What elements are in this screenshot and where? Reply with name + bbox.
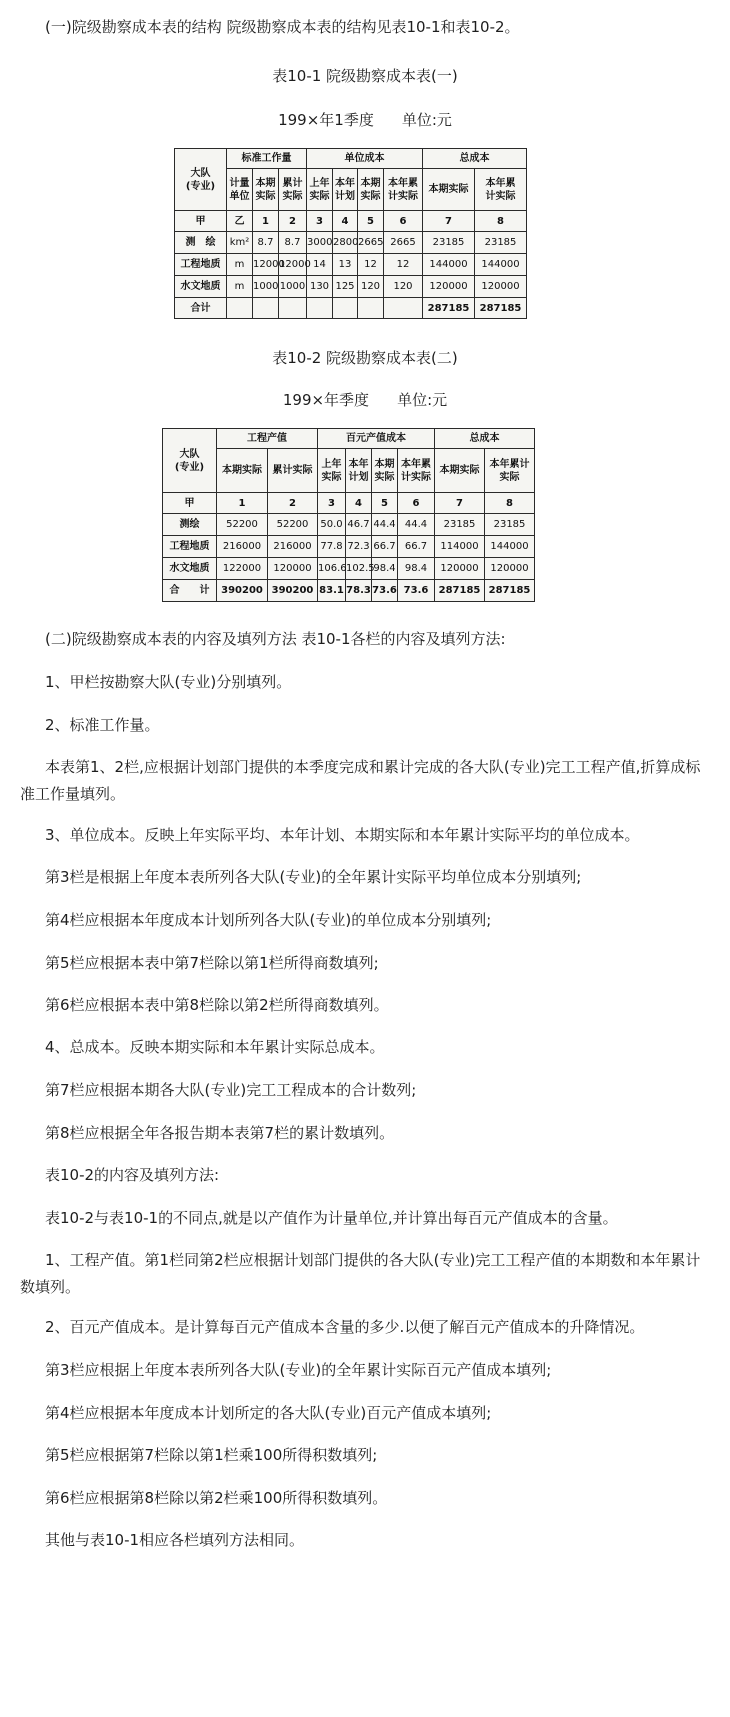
table-cell: 120000 [268,558,318,580]
table-cell: 122000 [217,558,268,580]
table-cell: 287185 [435,580,485,602]
table-cell: 12 [384,254,423,276]
table-cell: 1000 [253,276,279,298]
table2-subheader: 本年 计划 [346,449,372,493]
table2-total-row [163,580,535,602]
table-cell: 52200 [268,514,318,536]
paragraph: 2、百元产值成本。是计算每百元产值成本含量的多少.以便了解百元产值成本的升降情况。 [45,1318,645,1336]
table-cell: 50.0 [318,514,346,536]
table-cell: 44.4 [398,514,435,536]
table2-period: 199×年季度 [282,391,370,409]
table-cell: 5 [358,211,384,232]
table-cell: 1000 [279,276,307,298]
table-cell: 390200 [217,580,268,602]
table-cell: 2 [279,211,307,232]
table-cell: 72.3 [346,536,372,558]
table1-subheader: 本期实际 [423,169,475,211]
table-cell: 合 计 [163,580,217,602]
paragraph: 第4栏应根据本年度成本计划所列各大队(专业)的单位成本分别填列; [45,911,492,929]
table-cell: m [227,254,253,276]
table-cell: 98.4 [398,558,435,580]
table-cell: 2665 [384,232,423,254]
table-cell: 287185 [475,298,527,319]
table-cell: 7 [423,211,475,232]
table-row [175,276,527,298]
table-row [163,536,535,558]
table1-total-row [175,298,527,319]
table-cell: m [227,276,253,298]
table-cell: 测 绘 [175,232,227,254]
table-cell: 6 [384,211,423,232]
cost-table-1 [174,148,527,319]
table-cell: 8 [485,493,535,514]
table1-subheader: 上年 实际 [307,169,333,211]
table-cell: 3000 [307,232,333,254]
paragraph: 1、工程产值。第1栏同第2栏应根据计划部门提供的各大队(专业)完工工程产值的本期数和本年累计数填列。 [20,1251,701,1296]
table1-header-unit-cost: 单位成本 [307,149,423,169]
cost-table-2 [162,428,535,602]
table-cell: 130 [307,276,333,298]
table-row [163,514,535,536]
table-cell [333,298,358,319]
paragraph: 表10-2的内容及填列方法: [45,1166,220,1184]
table2-subheader: 本期实际 [435,449,485,493]
table-cell: 水文地质 [175,276,227,298]
paragraph: 1、甲栏按勘察大队(专业)分别填列。 [45,673,292,691]
paragraph: 3、单位成本。反映上年实际平均、本年计划、本期实际和本年累计实际平均的单位成本。 [45,826,640,844]
paragraph: 第3栏是根据上年度本表所列各大队(专业)的全年累计实际平均单位成本分别填列; [45,868,582,886]
table-cell: 120 [384,276,423,298]
table2-subheader: 累计实际 [268,449,318,493]
paragraph: 其他与表10-1相应各栏填列方法相同。 [45,1531,305,1549]
table2-header-total-cost: 总成本 [435,429,535,449]
table-cell [279,298,307,319]
table1-subheader: 本年累 计实际 [384,169,423,211]
table-cell: 乙 [227,211,253,232]
table-cell: 2665 [358,232,384,254]
table-cell: 73.6 [372,580,398,602]
table-cell: 23185 [435,514,485,536]
table-cell: 73.6 [398,580,435,602]
table-cell: 14 [307,254,333,276]
table1-subheader: 本年 计划 [333,169,358,211]
paragraph: 第6栏应根据本表中第8栏除以第2栏所得商数填列。 [45,996,389,1014]
table2-unit: 单位:元 [397,391,448,409]
table-cell: 287185 [423,298,475,319]
table2-subheader: 本年累计 实际 [485,449,535,493]
section-heading: (二)院级勘察成本表的内容及填列方法 表10-1各栏的内容及填列方法: [45,630,506,648]
table1-unit: 单位:元 [401,111,452,129]
paragraph: 第4栏应根据本年度成本计划所定的各大队(专业)百元产值成本填列; [45,1404,492,1422]
table-cell: 工程地质 [163,536,217,558]
table1-title: 表10-1 院级勘察成本表(一) [272,67,458,85]
table-cell: 52200 [217,514,268,536]
paragraph: 第5栏应根据第7栏除以第1栏乘100所得积数填列; [45,1446,378,1464]
table-row [163,558,535,580]
table1-subheader: 累计 实际 [279,169,307,211]
table-cell: 120000 [423,276,475,298]
table-cell: 125 [333,276,358,298]
table2-title: 表10-2 院级勘察成本表(二) [272,349,458,367]
table2-subheader: 本年累 计实际 [398,449,435,493]
table-cell: 390200 [268,580,318,602]
table1-subheader: 本期 实际 [253,169,279,211]
table-cell: 23185 [423,232,475,254]
paragraph: 第6栏应根据第8栏除以第2栏乘100所得积数填列。 [45,1489,388,1507]
paragraph: 第7栏应根据本期各大队(专业)完工工程成本的合计数列; [45,1081,417,1099]
table-cell: 106.6 [318,558,346,580]
table-cell: 23185 [485,514,535,536]
table-cell: 4 [346,493,372,514]
table-cell: 144000 [423,254,475,276]
table2-header-output-value: 工程产值 [217,429,318,449]
table-cell: 216000 [268,536,318,558]
table-cell: 3 [307,211,333,232]
table1-subheader: 本期 实际 [358,169,384,211]
table1-subheader: 计量 单位 [227,169,253,211]
table-cell: 2 [268,493,318,514]
table-cell [307,298,333,319]
table-cell: 144000 [475,254,527,276]
table-cell: 77.8 [318,536,346,558]
table2-header-team: 大队 (专业) [163,429,217,493]
intro-paragraph: (一)院级勘察成本表的结构 院级勘察成本表的结构见表10-1和表10-2。 [45,18,520,36]
table-cell: 12000 [253,254,279,276]
table-cell: 114000 [435,536,485,558]
table-cell: 83.1 [318,580,346,602]
paragraph: 第3栏应根据上年度本表所列各大队(专业)的全年累计实际百元产值成本填列; [45,1361,552,1379]
table-cell: 7 [435,493,485,514]
table2-subheader: 本期实际 [217,449,268,493]
table-cell: 144000 [485,536,535,558]
table1-period-line [0,108,730,132]
table2-header-cost-per-hundred: 百元产值成本 [318,429,435,449]
table-cell [227,298,253,319]
table1-header-std-workload: 标准工作量 [227,149,307,169]
paragraph: 4、总成本。反映本期实际和本年累计实际总成本。 [45,1038,385,1056]
table-cell: 2800 [333,232,358,254]
table-cell: 120000 [475,276,527,298]
table-cell: 8.7 [253,232,279,254]
table-cell: 5 [372,493,398,514]
table-cell [384,298,423,319]
table-cell: 甲 [163,493,217,514]
table1-subheader: 本年累 计实际 [475,169,527,211]
table-cell: 98.4 [372,558,398,580]
table-cell: 1 [253,211,279,232]
table2-index-row [163,493,535,514]
table-cell: 工程地质 [175,254,227,276]
table-cell: 3 [318,493,346,514]
table-row [175,254,527,276]
table-cell: 78.3 [346,580,372,602]
table-row [175,232,527,254]
table-cell: 13 [333,254,358,276]
table-cell: 46.7 [346,514,372,536]
table-cell: 66.7 [398,536,435,558]
table-cell [358,298,384,319]
table-cell: 120000 [485,558,535,580]
table-cell: 甲 [175,211,227,232]
paragraph: 本表第1、2栏,应根据计划部门提供的本季度完成和累计完成的各大队(专业)完工工程产值,折算成标准工作量填列。 [20,758,701,803]
table-cell: 23185 [475,232,527,254]
paragraph: 第5栏应根据本表中第7栏除以第1栏所得商数填列; [45,954,379,972]
table-cell: km² [227,232,253,254]
table-cell: 120000 [435,558,485,580]
table-cell: 120 [358,276,384,298]
table-cell: 8 [475,211,527,232]
table-cell: 8.7 [279,232,307,254]
table1-header-total-cost: 总成本 [423,149,527,169]
table2-period-line [0,388,730,412]
table-cell: 合计 [175,298,227,319]
table-cell: 测绘 [163,514,217,536]
table2-subheader: 上年 实际 [318,449,346,493]
table-cell: 216000 [217,536,268,558]
table1-index-row [175,211,527,232]
table2-subheader: 本期 实际 [372,449,398,493]
table-cell: 12000 [279,254,307,276]
paragraph: 第8栏应根据全年各报告期本表第7栏的累计数填列。 [45,1124,395,1142]
table-cell: 287185 [485,580,535,602]
table-cell: 水文地质 [163,558,217,580]
table1-period: 199×年1季度 [278,111,374,129]
paragraph: 表10-2与表10-1的不同点,就是以产值作为计量单位,并计算出每百元产值成本的含量。 [45,1209,618,1227]
table-cell: 66.7 [372,536,398,558]
table-cell: 4 [333,211,358,232]
table-cell [253,298,279,319]
table-cell: 102.5 [346,558,372,580]
table-cell: 12 [358,254,384,276]
table-cell: 1 [217,493,268,514]
table-cell: 44.4 [372,514,398,536]
table-cell: 6 [398,493,435,514]
table1-header-team: 大队 (专业) [175,149,227,211]
paragraph: 2、标准工作量。 [45,716,160,734]
